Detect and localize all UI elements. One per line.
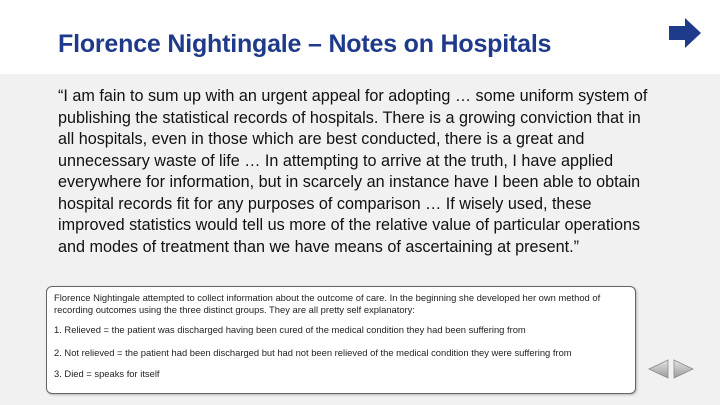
nightingale-quote: “I am fain to sum up with an urgent appeal for adopting … some uniform system of publishing the statistical records of hospitals. There is a growing conviction that in all hospitals, even in those which are best conducted, there is a great and unnecessary waste of life … In attempting to arrive at the truth, I have applied everywhere for information, but in scarcely an instance have I been able to obtain hospital records fit for any purposes of comparison … If wisely used, these improved statistics would tell us more of the relative value of particular operations and modes of treatment than we have means of ascertaining at present.” bbox=[58, 87, 648, 256]
outcome-callout bbox=[46, 286, 636, 394]
list-item-relieved: 1. Relieved = the patient was discharged having been cured of the medical condition they had been suffering from bbox=[54, 324, 526, 335]
arrow-right-icon[interactable] bbox=[667, 16, 703, 50]
triangle-right-icon[interactable] bbox=[672, 358, 696, 380]
list-item-not-relieved: 2. Not relieved = the patient had been discharged but had not been relieved of the medical condition they were suffering from bbox=[54, 347, 572, 358]
triangle-left-icon[interactable] bbox=[646, 358, 670, 380]
slide-title: Florence Nightingale – Notes on Hospitals bbox=[58, 30, 552, 58]
callout-intro: Florence Nightingale attempted to collect information about the outcome of care. In the beginning she developed her own method of recording outcomes using the three distinct groups. They are all pretty self explanatory: bbox=[54, 292, 601, 315]
list-item-died: 3. Died = speaks for itself bbox=[54, 368, 160, 379]
